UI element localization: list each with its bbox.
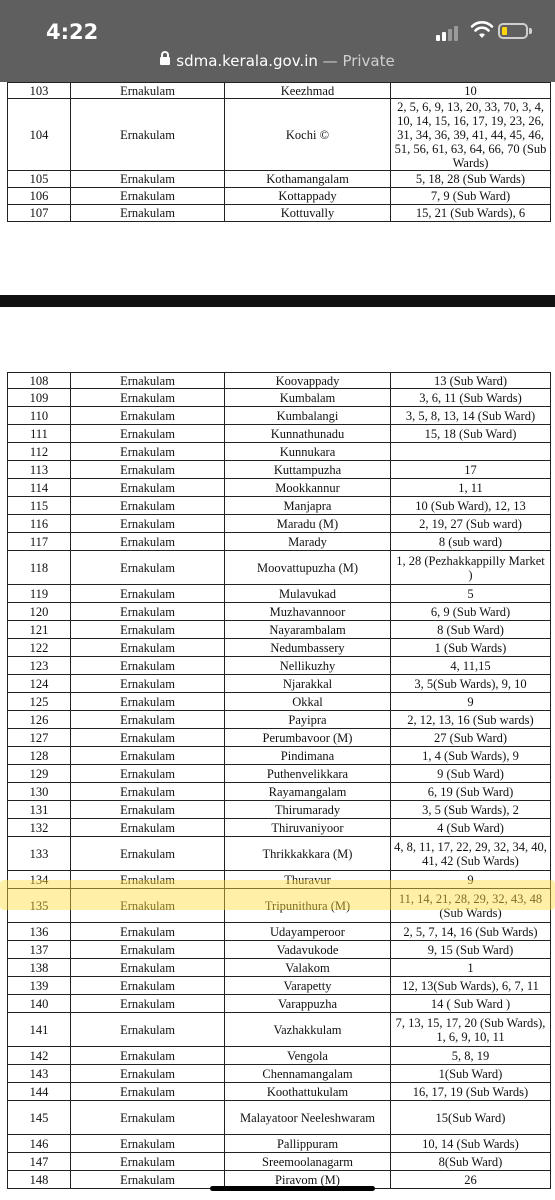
table-row — [8, 765, 551, 783]
local-body-cell: Thirumarady — [225, 801, 391, 819]
district-cell: Ernakulam — [71, 188, 225, 205]
local-body-cell: Okkal — [225, 693, 391, 711]
serial-number-cell: 104 — [8, 99, 71, 171]
serial-number-cell: 138 — [8, 959, 71, 977]
wards-cell: 3, 5, 8, 13, 14 (Sub Ward) — [391, 407, 551, 425]
district-cell: Ernakulam — [71, 425, 225, 443]
serial-number-cell: 146 — [8, 1135, 71, 1153]
district-cell: Ernakulam — [71, 783, 225, 801]
serial-number-cell: 147 — [8, 1153, 71, 1171]
url-domain: sdma.kerala.gov.in — [176, 52, 318, 70]
serial-number-cell: 133 — [8, 837, 71, 871]
local-body-cell: Kunnukara — [225, 443, 391, 461]
district-cell: Ernakulam — [71, 551, 225, 585]
local-body-cell: Kumbalangi — [225, 407, 391, 425]
serial-number-cell: 126 — [8, 711, 71, 729]
table-row — [8, 99, 551, 171]
serial-number-cell: 132 — [8, 819, 71, 837]
serial-number-cell: 108 — [8, 373, 71, 389]
district-cell: Ernakulam — [71, 389, 225, 407]
ward-table-body — [8, 83, 551, 222]
district-cell: Ernakulam — [71, 639, 225, 657]
wards-cell: 9 (Sub Ward) — [391, 765, 551, 783]
district-cell: Ernakulam — [71, 205, 225, 222]
wards-cell: 4 (Sub Ward) — [391, 819, 551, 837]
serial-number-cell: 117 — [8, 533, 71, 551]
serial-number-cell: 129 — [8, 765, 71, 783]
wifi-icon — [470, 20, 494, 40]
local-body-cell: Kottappady — [225, 188, 391, 205]
serial-number-cell: 134 — [8, 871, 71, 889]
wards-cell: 3, 5 (Sub Wards), 2 — [391, 801, 551, 819]
wards-cell: 15, 18 (Sub Ward) — [391, 425, 551, 443]
district-cell: Ernakulam — [71, 801, 225, 819]
serial-number-cell: 123 — [8, 657, 71, 675]
local-body-cell: Vazhakkulam — [225, 1013, 391, 1047]
table-row — [8, 657, 551, 675]
local-body-cell: Mookkannur — [225, 479, 391, 497]
local-body-cell: Nayarambalam — [225, 621, 391, 639]
serial-number-cell: 142 — [8, 1047, 71, 1065]
local-body-cell: Kuttampuzha — [225, 461, 391, 479]
wards-cell: 9 — [391, 693, 551, 711]
table-row — [8, 923, 551, 941]
table-row — [8, 711, 551, 729]
local-body-cell: Puthenvelikkara — [225, 765, 391, 783]
wards-cell: 11, 14, 21, 28, 29, 32, 43, 48 (Sub Wards) — [391, 889, 551, 923]
local-body-cell: Malayatoor Neeleshwaram — [225, 1101, 391, 1135]
district-cell: Ernakulam — [71, 621, 225, 639]
district-cell: Ernakulam — [71, 729, 225, 747]
table-row — [8, 693, 551, 711]
table-row — [8, 959, 551, 977]
table-row — [8, 515, 551, 533]
table-row — [8, 1065, 551, 1083]
wards-cell: 5, 8, 19 — [391, 1047, 551, 1065]
table-row — [8, 941, 551, 959]
district-cell: Ernakulam — [71, 871, 225, 889]
ward-table-page-1 — [7, 82, 551, 222]
table-row — [8, 443, 551, 461]
local-body-cell: Udayamperoor — [225, 923, 391, 941]
serial-number-cell: 106 — [8, 188, 71, 205]
local-body-cell: Vadavukode — [225, 941, 391, 959]
district-cell: Ernakulam — [71, 693, 225, 711]
local-body-cell: Maradu (M) — [225, 515, 391, 533]
local-body-cell: Keezhmad — [225, 83, 391, 99]
district-cell: Ernakulam — [71, 171, 225, 188]
district-cell: Ernakulam — [71, 373, 225, 389]
wards-cell — [391, 443, 551, 461]
serial-number-cell: 148 — [8, 1171, 71, 1189]
district-cell: Ernakulam — [71, 1153, 225, 1171]
wards-cell: 16, 17, 19 (Sub Wards) — [391, 1083, 551, 1101]
local-body-cell: Njarakkal — [225, 675, 391, 693]
table-row — [8, 1083, 551, 1101]
serial-number-cell: 125 — [8, 693, 71, 711]
serial-number-cell: 124 — [8, 675, 71, 693]
serial-number-cell: 141 — [8, 1013, 71, 1047]
local-body-cell: Pindimana — [225, 747, 391, 765]
ward-table-page-2 — [7, 372, 551, 1189]
table-row — [8, 373, 551, 389]
wards-cell: 7, 13, 15, 17, 20 (Sub Wards), 1, 6, 9, 10, 11 — [391, 1013, 551, 1047]
table-row — [8, 585, 551, 603]
serial-number-cell: 115 — [8, 497, 71, 515]
district-cell: Ernakulam — [71, 837, 225, 871]
serial-number-cell: 103 — [8, 83, 71, 99]
table-row — [8, 83, 551, 99]
serial-number-cell: 122 — [8, 639, 71, 657]
district-cell: Ernakulam — [71, 1101, 225, 1135]
serial-number-cell: 109 — [8, 389, 71, 407]
table-row — [8, 603, 551, 621]
serial-number-cell: 137 — [8, 941, 71, 959]
serial-number-cell: 135 — [8, 889, 71, 923]
serial-number-cell: 136 — [8, 923, 71, 941]
district-cell: Ernakulam — [71, 83, 225, 99]
wards-cell: 15, 21 (Sub Wards), 6 — [391, 205, 551, 222]
local-body-cell: Marady — [225, 533, 391, 551]
district-cell: Ernakulam — [71, 603, 225, 621]
serial-number-cell: 110 — [8, 407, 71, 425]
district-cell: Ernakulam — [71, 1083, 225, 1101]
wards-cell: 2, 19, 27 (Sub ward) — [391, 515, 551, 533]
table-row — [8, 188, 551, 205]
district-cell: Ernakulam — [71, 585, 225, 603]
wards-cell: 10, 14 (Sub Wards) — [391, 1135, 551, 1153]
serial-number-cell: 113 — [8, 461, 71, 479]
district-cell: Ernakulam — [71, 959, 225, 977]
table-row — [8, 533, 551, 551]
table-row — [8, 837, 551, 871]
table-row — [8, 801, 551, 819]
district-cell: Ernakulam — [71, 977, 225, 995]
serial-number-cell: 111 — [8, 425, 71, 443]
local-body-cell: Thuravur — [225, 871, 391, 889]
table-row — [8, 497, 551, 515]
local-body-cell: Varapetty — [225, 977, 391, 995]
district-cell: Ernakulam — [71, 923, 225, 941]
table-row — [8, 1047, 551, 1065]
wards-cell: 10 — [391, 83, 551, 99]
table-row — [8, 461, 551, 479]
wards-cell: 15(Sub Ward) — [391, 1101, 551, 1135]
district-cell: Ernakulam — [71, 819, 225, 837]
local-body-cell: Payipra — [225, 711, 391, 729]
wards-cell: 26 — [391, 1171, 551, 1189]
wards-cell: 2, 5, 6, 9, 13, 20, 33, 70, 3, 4, 10, 14, 15, 16, 17, 19, 23, 26, 31, 34, 36, 39, 41, 44, 45, 46, 51, 56, 61, 63, 64, 66, 70 (Sub Wards) — [391, 99, 551, 171]
district-cell: Ernakulam — [71, 99, 225, 171]
wards-cell: 1, 11 — [391, 479, 551, 497]
wards-cell: 1 (Sub Wards) — [391, 639, 551, 657]
table-row — [8, 783, 551, 801]
wards-cell: 5, 18, 28 (Sub Wards) — [391, 171, 551, 188]
address-bar[interactable] — [0, 52, 555, 70]
table-row — [8, 425, 551, 443]
local-body-cell: Kothamangalam — [225, 171, 391, 188]
wards-cell: 1(Sub Ward) — [391, 1065, 551, 1083]
serial-number-cell: 143 — [8, 1065, 71, 1083]
status-time: 4:22 — [46, 20, 99, 44]
local-body-cell: Kochi © — [225, 99, 391, 171]
district-cell: Ernakulam — [71, 1013, 225, 1047]
wards-cell: 12, 13(Sub Wards), 6, 7, 11 — [391, 977, 551, 995]
local-body-cell: Manjapra — [225, 497, 391, 515]
local-body-cell: Moovattupuzha (M) — [225, 551, 391, 585]
wards-cell: 8 (sub ward) — [391, 533, 551, 551]
wards-cell: 14 ( Sub Ward ) — [391, 995, 551, 1013]
local-body-cell: Perumbavoor (M) — [225, 729, 391, 747]
table-row — [8, 675, 551, 693]
table-row — [8, 171, 551, 188]
table-row — [8, 819, 551, 837]
home-indicator[interactable] — [210, 1186, 375, 1191]
district-cell: Ernakulam — [71, 1135, 225, 1153]
serial-number-cell: 145 — [8, 1101, 71, 1135]
district-cell: Ernakulam — [71, 497, 225, 515]
browser-chrome — [0, 0, 555, 82]
serial-number-cell: 131 — [8, 801, 71, 819]
serial-number-cell: 107 — [8, 205, 71, 222]
serial-number-cell: 130 — [8, 783, 71, 801]
url-separator: — — [317, 52, 343, 70]
wards-cell: 6, 9 (Sub Ward) — [391, 603, 551, 621]
serial-number-cell: 121 — [8, 621, 71, 639]
table-row — [8, 621, 551, 639]
wards-cell: 3, 5(Sub Wards), 9, 10 — [391, 675, 551, 693]
local-body-cell: Chennamangalam — [225, 1065, 391, 1083]
cellular-signal-icon — [436, 24, 460, 41]
local-body-cell: Thrikkakkara (M) — [225, 837, 391, 871]
local-body-cell: Nedumbassery — [225, 639, 391, 657]
serial-number-cell: 140 — [8, 995, 71, 1013]
district-cell: Ernakulam — [71, 1065, 225, 1083]
wards-cell: 3, 6, 11 (Sub Wards) — [391, 389, 551, 407]
local-body-cell: Koovappady — [225, 373, 391, 389]
wards-cell: 9 — [391, 871, 551, 889]
local-body-cell: Nellikuzhy — [225, 657, 391, 675]
district-cell: Ernakulam — [71, 941, 225, 959]
local-body-cell: Kumbalam — [225, 389, 391, 407]
battery-icon — [498, 23, 528, 39]
table-row — [8, 995, 551, 1013]
district-cell: Ernakulam — [71, 407, 225, 425]
wards-cell: 10 (Sub Ward), 12, 13 — [391, 497, 551, 515]
wards-cell: 13 (Sub Ward) — [391, 373, 551, 389]
district-cell: Ernakulam — [71, 657, 225, 675]
lock-icon — [160, 57, 170, 65]
table-row — [8, 205, 551, 222]
district-cell: Ernakulam — [71, 533, 225, 551]
district-cell: Ernakulam — [71, 747, 225, 765]
local-body-cell: Sreemoolanagarm — [225, 1153, 391, 1171]
page-separator — [0, 295, 555, 307]
table-row — [8, 551, 551, 585]
serial-number-cell: 114 — [8, 479, 71, 497]
wards-cell: 6, 19 (Sub Ward) — [391, 783, 551, 801]
local-body-cell: Kottuvally — [225, 205, 391, 222]
table-row — [8, 747, 551, 765]
serial-number-cell: 116 — [8, 515, 71, 533]
wards-cell: 5 — [391, 585, 551, 603]
district-cell: Ernakulam — [71, 675, 225, 693]
table-row — [8, 407, 551, 425]
local-body-cell: Piravom (M) — [225, 1171, 391, 1189]
wards-cell: 4, 8, 11, 17, 22, 29, 32, 34, 40, 41, 42 (Sub Wards) — [391, 837, 551, 871]
table-row — [8, 1153, 551, 1171]
serial-number-cell: 120 — [8, 603, 71, 621]
serial-number-cell: 105 — [8, 171, 71, 188]
local-body-cell: Thiruvaniyoor — [225, 819, 391, 837]
serial-number-cell: 112 — [8, 443, 71, 461]
wards-cell: 9, 15 (Sub Ward) — [391, 941, 551, 959]
district-cell: Ernakulam — [71, 461, 225, 479]
serial-number-cell: 118 — [8, 551, 71, 585]
district-cell: Ernakulam — [71, 515, 225, 533]
district-cell: Ernakulam — [71, 1171, 225, 1189]
table-row — [8, 639, 551, 657]
serial-number-cell: 119 — [8, 585, 71, 603]
serial-number-cell: 139 — [8, 977, 71, 995]
district-cell: Ernakulam — [71, 711, 225, 729]
serial-number-cell: 128 — [8, 747, 71, 765]
wards-cell: 8 (Sub Ward) — [391, 621, 551, 639]
district-cell: Ernakulam — [71, 1047, 225, 1065]
local-body-cell: Rayamangalam — [225, 783, 391, 801]
wards-cell: 1 — [391, 959, 551, 977]
district-cell: Ernakulam — [71, 443, 225, 461]
district-cell: Ernakulam — [71, 995, 225, 1013]
serial-number-cell: 127 — [8, 729, 71, 747]
table-row — [8, 1135, 551, 1153]
wards-cell: 7, 9 (Sub Ward) — [391, 188, 551, 205]
district-cell: Ernakulam — [71, 479, 225, 497]
local-body-cell: Mulavukad — [225, 585, 391, 603]
ward-table-body — [8, 373, 551, 1189]
local-body-cell: Valakom — [225, 959, 391, 977]
local-body-cell: Tripunithura (M) — [225, 889, 391, 923]
wards-cell: 1, 4 (Sub Wards), 9 — [391, 747, 551, 765]
wards-cell: 8(Sub Ward) — [391, 1153, 551, 1171]
wards-cell: 27 (Sub Ward) — [391, 729, 551, 747]
wards-cell: 2, 12, 13, 16 (Sub wards) — [391, 711, 551, 729]
district-cell: Ernakulam — [71, 765, 225, 783]
wards-cell: 1, 28 (Pezhakkappilly Market ) — [391, 551, 551, 585]
serial-number-cell: 144 — [8, 1083, 71, 1101]
table-row — [8, 729, 551, 747]
table-row — [8, 977, 551, 995]
highlight-mark — [0, 880, 555, 910]
local-body-cell: Varappuzha — [225, 995, 391, 1013]
district-cell: Ernakulam — [71, 889, 225, 923]
table-row — [8, 479, 551, 497]
wards-cell: 4, 11,15 — [391, 657, 551, 675]
wards-cell: 17 — [391, 461, 551, 479]
table-row — [8, 1013, 551, 1047]
table-row — [8, 1101, 551, 1135]
local-body-cell: Kunnathunadu — [225, 425, 391, 443]
local-body-cell: Koothattukulam — [225, 1083, 391, 1101]
local-body-cell: Pallippuram — [225, 1135, 391, 1153]
table-row — [8, 389, 551, 407]
private-mode-label: Private — [342, 52, 395, 70]
local-body-cell: Vengola — [225, 1047, 391, 1065]
local-body-cell: Muzhavannoor — [225, 603, 391, 621]
wards-cell: 2, 5, 7, 14, 16 (Sub Wards) — [391, 923, 551, 941]
